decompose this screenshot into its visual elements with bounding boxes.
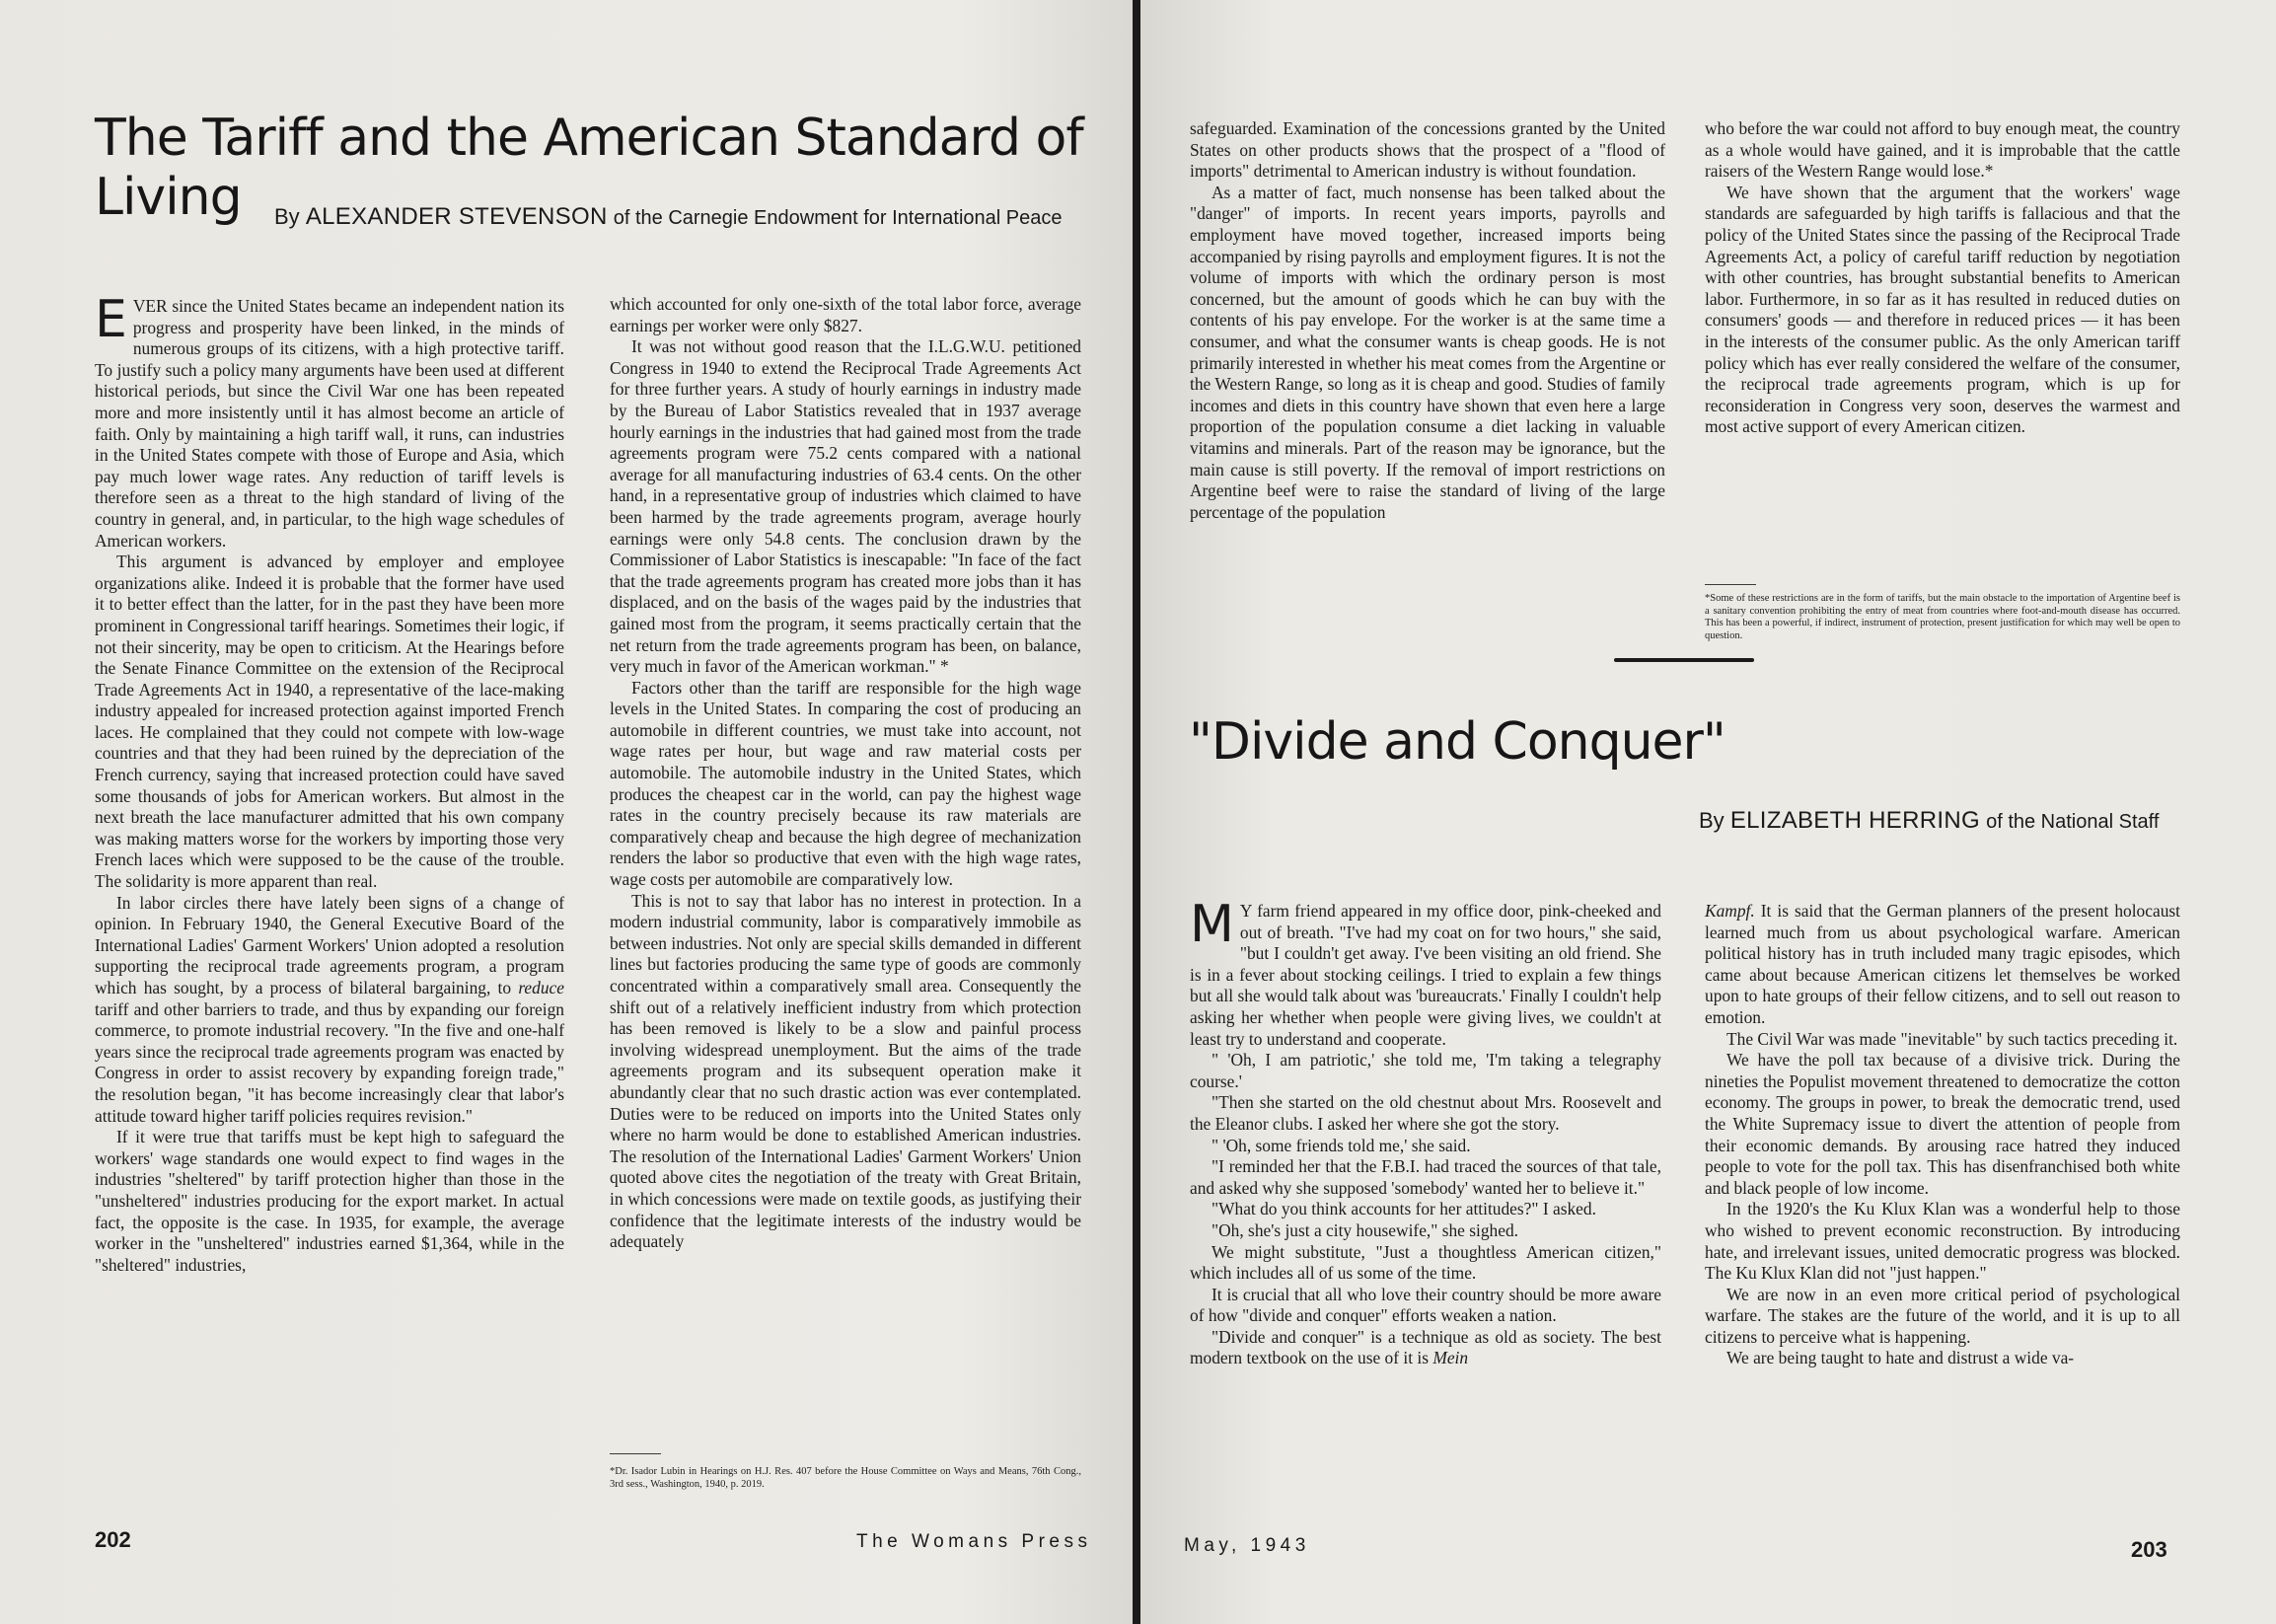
footnote-rule	[610, 1453, 661, 1454]
paragraph: It is crucial that all who love their country should be more aware of how "divide and conquer" efforts weaken a nation.	[1190, 1284, 1661, 1326]
paragraph: EVER since the United States became an independent nation its progress and prosperity have been linked, in the minds of numerous groups of its citizens, with a high protective tariff. To justify such a policy many arguments have been used at different historical periods, but since the Civil War one has been repeated more and more insistently until it has almost become an article of faith. Only by maintaining a high tariff wall, it runs, can industries in the United States compete with those of Europe and Asia, which pay much lower wage rates. Any reduction of tariff levels is therefore seen as a threat to the high standard of living of the country in general, and, in particular, to the high wage schedules of American workers.	[95, 290, 564, 551]
paragraph: This is not to say that labor has no interest in protection. In a modern industrial community, labor is comparatively immobile as between industries. Not only are special skills demanded in different lines but factories producing the same type of goods are commonly concentrated within a comparatively small area. Consequently the shift out of a relatively inefficient industry from which protection has been removed is likely to be a slow and painful process involving widespread unemployment. But the aims of the trade agreements program and its subsequent operation make it abundantly clear that no such drastic action was ever contemplated. Duties were to be reduced on imports into the United States only where no harm would be done to established American industries. The resolution of the International Ladies' Garment Workers' Union quoted above cites the negotiation of the treaty with Great Britain, in which concessions were made on textile goods, as justifying their confidence that the legitimate interests of the industry would be adequately	[610, 890, 1081, 1252]
paragraph: "What do you think accounts for her attitudes?" I asked.	[1211, 1199, 1596, 1219]
paragraph: We might substitute, "Just a thoughtless American citizen," which includes all of us some of the time.	[1190, 1241, 1661, 1284]
paragraph: As a matter of fact, much nonsense has been talked about the "danger" of imports. In recent years imports, payrolls and employment have moved together, increased imports being accompanied by rising payrolls and employment figures. It is not the volume of imports with which the ordinary person is most concerned, but the amount of goods which he can buy with the contents of his pay envelope. For the worker is at the same time a consumer, and what the consumer wants is cheap goods. He is not primarily interested in whether his meat comes from the Argentine or the Western Range, so long as it is cheap and good. Studies of family incomes and diets in this country have shown that even here a large proportion of the population consume a diet lacking in valuable vitamins and minerals. Part of the reason may be ignorance, but the main cause is still poverty. If the removal of import restrictions on Argentine beef were to raise the standard of living of the large percentage of the population	[1190, 182, 1665, 522]
drop-cap: E	[95, 290, 127, 349]
running-footer: The Womans Press	[856, 1531, 1092, 1552]
left-page	[0, 0, 1133, 1624]
footnote-rule	[1705, 584, 1756, 585]
paragraph: This argument is advanced by employer and employee organizations alike. Indeed it is probable that the former have used it to better effect than the latter, for in the past they have been more prominent in Congressional tariff hearings. Sometimes their logic, if not their sincerity, may be open to criticism. At the Hearings before the Senate Finance Committee on the extension of the Reciprocal Trade Agreements Act in 1940, a representative of the lace-making industry appealed for increased protection against imported French laces. He complained that they could not compete with low-wage countries and that they had been ruined by the depreciation of the French currency, saying that increased protection could have saved some thousands of jobs for American workers. But almost in the next breath the lace manufacturer admitted that his own company was making matters worse for the workers by importing those very French laces which were supposed to be the cause of the trouble. The solidarity is more apparent than real.	[95, 552, 564, 892]
text-column-4	[1705, 118, 2180, 438]
page-number: 202	[95, 1527, 131, 1552]
paragraph: "Oh, she's just a city housewife," she sighed.	[1211, 1219, 1518, 1240]
text-column-1	[95, 290, 564, 1276]
paragraph: "Then she started on the old chestnut about Mrs. Roosevelt and the Eleanor clubs. I asked her where she got the story.	[1190, 1092, 1661, 1134]
paragraph: It was not without good reason that the I.L.G.W.U. petitioned Congress in 1940 to extend the Reciprocal Trade Agreements Act for three further years. A study of hourly earnings in industry made by the Bureau of Labor Statistics revealed that in 1937 average hourly earnings in the industries that had gained most from the trade agreements program were 75.2 cents compared with a national average for all manufacturing industries of 63.4 cents. On the other hand, in a representative group of industries which claimed to have been harmed by the trade agreements program, average hourly earnings were only 54.8 cents. The conclusion drawn by the Commissioner of Labor Statistics is inescapable: "In face of the fact that the trade agreements program has created more jobs than it has displaced, and on the basis of the wages paid by the industries that gained most from the program, it seems practically certain that the net return from the trade agreements program has been, on balance, very much in favor of the American workman." *	[610, 336, 1081, 677]
article-divider	[1614, 658, 1754, 662]
paragraph: The Civil War was made "inevitable" by such tactics preceding it.	[1726, 1028, 2178, 1049]
paragraph: If it were true that tariffs must be kept high to safeguard the workers' wage standards one would expect to find wages in the industries "sheltered" by tariff protection higher than those in the "unsheltered" industries producing for the export market. In actual fact, the opposite is the case. In 1935, for example, the average worker in the "unsheltered" industries earned $1,364, while in the "sheltered" industries,	[95, 1127, 564, 1275]
page-number: 203	[2131, 1537, 2167, 1562]
paragraph: who before the war could not afford to buy enough meat, the country as a whole would have gained, and it is improbable that the cattle raisers of the Western Range would lose.*	[1705, 118, 2180, 182]
author-name: ALEXANDER STEVENSON	[305, 203, 608, 230]
paragraph: "I reminded her that the F.B.I. had traced the sources of that tale, and asked why she supposed 'somebody' wanted her to believe it."	[1190, 1156, 1661, 1198]
article-byline-2	[1699, 807, 2159, 835]
byline-prefix: By	[1699, 808, 1725, 833]
running-footer: May, 1943	[1184, 1535, 1310, 1556]
paragraph: " 'Oh, I am patriotic,' she told me, 'I'm taking a telegraphy course.'	[1190, 1050, 1661, 1091]
text-column-2	[610, 294, 1081, 1253]
author-name: ELIZABETH HERRING	[1729, 807, 1980, 834]
paragraph: We have the poll tax because of a divisive trick. During the nineties the Populist movement threatened to democratize the cotton economy. The groups in power, to break the democratic trend, used the White Supremacy issue to divert the attention of people from their economic demands. By arousing race hatred they induced people to vote for the poll tax. This has disenfranchised both white and black people of low income.	[1705, 1050, 2180, 1198]
article-title-2: "Divide and Conquer"	[1189, 712, 1725, 772]
paragraph: We are now in an even more critical period of psychological warfare. The stakes are the future of the world, and it is up to all citizens to perceive what is happening.	[1705, 1284, 2180, 1347]
emphasis: reduce	[518, 978, 564, 997]
paragraph: We are being taught to hate and distrust a wide va-	[1726, 1348, 2075, 1368]
drop-cap: M	[1190, 895, 1234, 954]
emphasis: Mein	[1432, 1348, 1469, 1368]
footnote: *Dr. Isador Lubin in Hearings on H.J. Res. 407 before the House Committee on Ways and Means, 76th Cong., 3rd sess., Washington, 1940, p. 2019.	[610, 1466, 1081, 1490]
text-column-3	[1190, 118, 1665, 523]
article-title: The Tariff and the American Standard of Living	[95, 109, 1083, 227]
paragraph: Kampf. It is said that the German planners of the present holocaust learned much from us about psychological warfare. American political history has in truth included many tragic episodes, which came about because American citizens let themselves be worked upon to hate groups of their fellow citizens, and to sell out reason to emotion.	[1705, 901, 2180, 1027]
paragraph: safeguarded. Examination of the concessions granted by the United States on other products shows that the prospect of a "flood of imports" detrimental to American industry is without foundation.	[1190, 118, 1665, 182]
author-affiliation: of the Carnegie Endowment for International Peace	[613, 207, 1063, 229]
paragraph: " 'Oh, some friends told me,' she said.	[1211, 1135, 1471, 1155]
footnote: *Some of these restrictions are in the form of tariffs, but the main obstacle to the importation of Argentine beef is a sanitary convention prohibiting the entry of meat from countries where foot-and-mouth disease has occurred. This has been a powerful, if indirect, instrument of protection, present justification for which may well be open to question.	[1705, 593, 2180, 641]
author-affiliation: of the National Staff	[1986, 811, 2160, 833]
byline-prefix: By	[274, 204, 300, 229]
paragraph: Factors other than the tariff are responsible for the high wage levels in the United States. In comparing the cost of producing an automobile in different countries, we must take into account, not wage rates per hour, but wage and raw material costs per automobile. The automobile industry in the United States, which produces the cheapest car in the world, can pay the highest wage rates in the country precisely because its raw materials are comparatively cheap and because the high degree of mechanization renders the labor so productive that even with the high wage rates, wage costs per automobile are comparatively low.	[610, 677, 1081, 890]
text-column-5	[1190, 895, 1661, 1369]
paragraph: which accounted for only one-sixth of the total labor force, average earnings per worker were only $827.	[610, 294, 1081, 335]
paragraph: In labor circles there have lately been signs of a change of opinion. In February 1940, the General Executive Board of the International Ladies' Garment Workers' Union adopted a resolution supporting the reciprocal trade agreements program, a program which has sought, by a process of bilateral bargaining, to reduce tariff and other barriers to trade, and thus by expanding our foreign commerce, to promote industrial recovery. "In the five and one-half years since the reciprocal trade agreements program was enacted by Congress in order to assist recovery by expanding foreign trade," the resolution began, "it has become increasingly clear that labor's attitude toward higher tariff policies requires revision."	[95, 892, 564, 1126]
emphasis: Kampf.	[1705, 901, 1755, 921]
article-byline	[274, 203, 1062, 231]
paragraph: "Divide and conquer" is a technique as old as society. The best modern textbook on the use of it is Mein	[1190, 1326, 1661, 1368]
paragraph: M Y farm friend appeared in my office door, pink-cheeked and out of breath. "I've had my coat on for two hours," she said, "but I couldn't get away. I've been visiting an old friend. She is in a fever about stocking ceilings. I tried to explain a few things but all she would talk about was 'bureaucrats.' Finally I couldn't help asking her whether when people were giving lives, we couldn't at least try to understand and cooperate.	[1190, 895, 1661, 1049]
text-column-6	[1705, 901, 2180, 1369]
paragraph: In the 1920's the Ku Klux Klan was a wonderful help to those who wished to prevent economic reconstruction. By introducing hate, and irrelevant issues, united democratic progress was blocked. The Ku Klux Klan did not "just happen."	[1705, 1199, 2180, 1284]
paragraph: We have shown that the argument that the workers' wage standards are safeguarded by high tariffs is fallacious and that the policy of the United States since the passing of the Reciprocal Trade Agreements Act, a policy of careful tariff reduction by negotiation with other countries, has brought substantial benefits to American labor. Furthermore, in so far as it has resulted in reduced duties on consumers' goods — and therefore in reduced prices — it has been in the interests of the consumer public. As the only American tariff policy which has ever really considered the welfare of the consumer, the reciprocal trade agreements program, which is up for reconsideration in Congress very soon, deserves the warmest and most active support of every American citizen.	[1705, 182, 2180, 437]
